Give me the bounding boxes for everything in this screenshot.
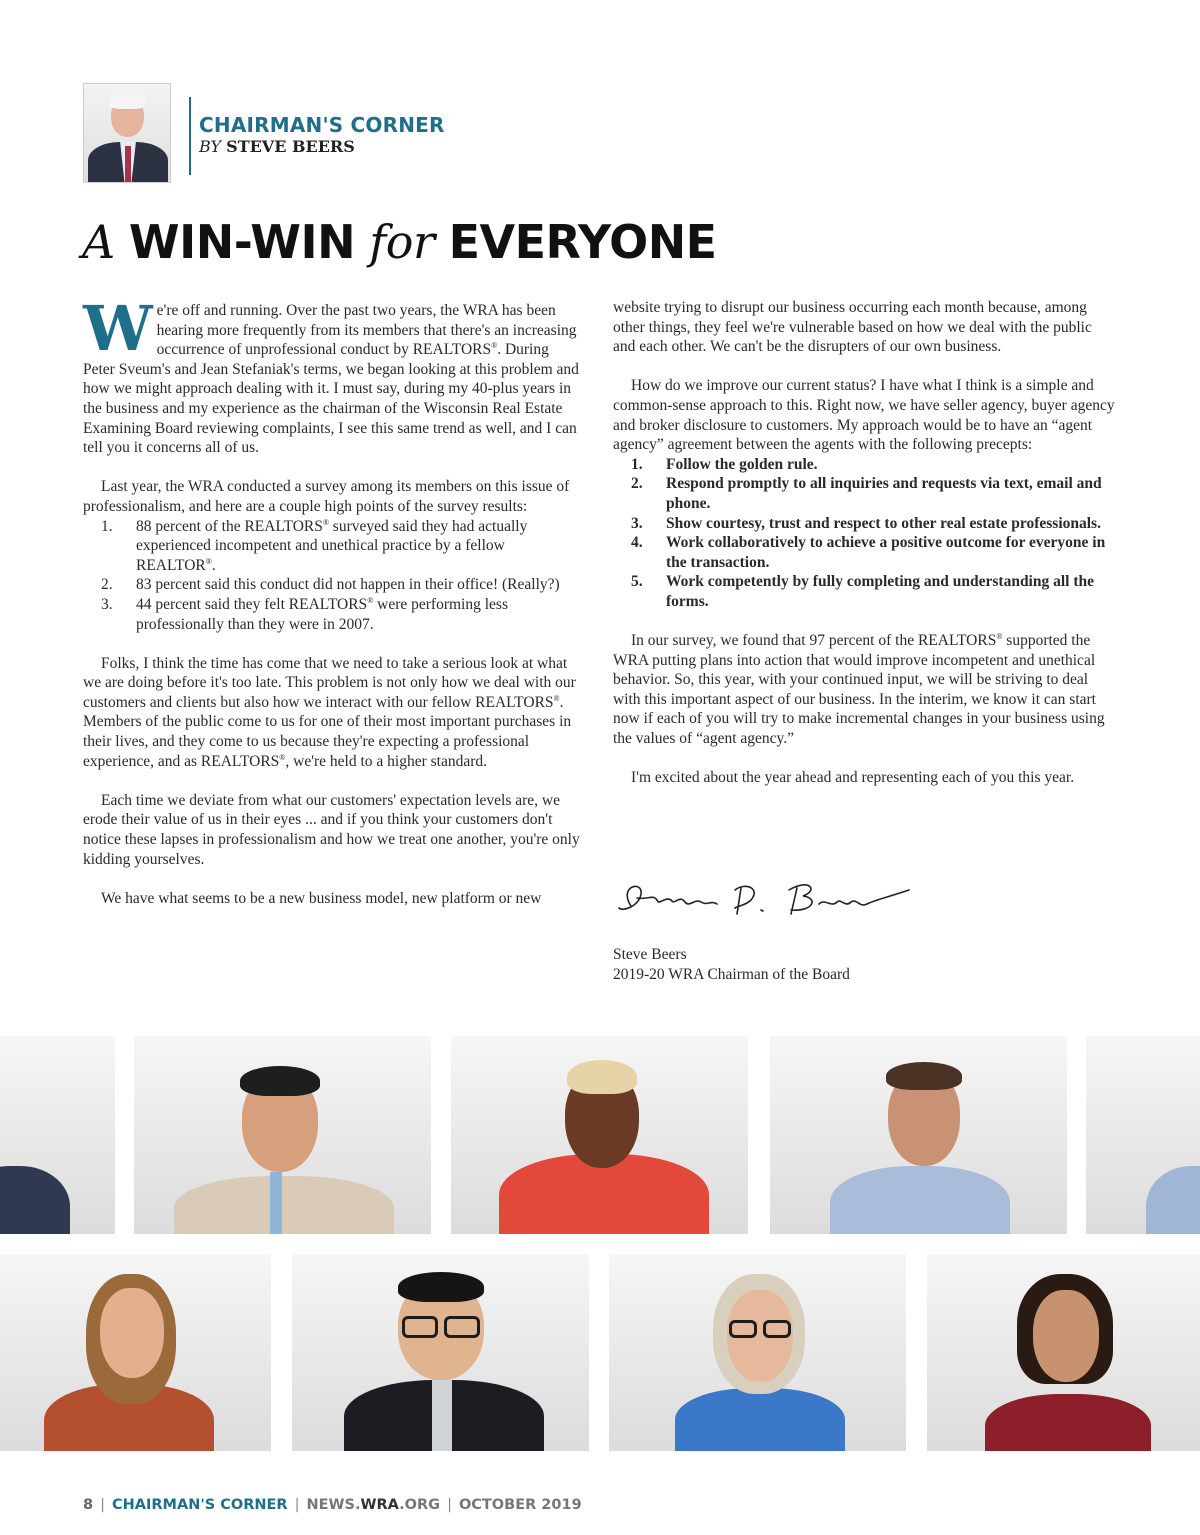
paragraph-3-text: . Members of the public come to us for one of their most important purchases in their lives, and they come to us because they're expecting a professional experience, and as REALTORS: [83, 693, 572, 770]
survey-item-text: surveyed said they had actually experienced incompetent and unethical practice by a fellow REALTOR: [136, 517, 528, 574]
portrait-photo: [927, 1254, 1200, 1451]
precept-number: 2.: [631, 475, 643, 493]
survey-item-number: 2.: [101, 576, 113, 594]
survey-item-text: 88 percent of the REALTORS: [136, 517, 323, 535]
precept-text: Work competently by fully completing and understanding all the forms.: [666, 573, 1095, 610]
paragraph-7-text: In our survey, we found that 97 percent of the REALTORS: [631, 632, 997, 650]
registered-mark: ®: [553, 693, 560, 703]
precept-item: [613, 474, 1118, 513]
dropcap: W: [83, 292, 153, 365]
portrait-photo: [451, 1036, 748, 1234]
precept-number: 3.: [631, 514, 643, 532]
registered-mark: ®: [996, 631, 1003, 641]
paragraph-5-continued: website trying to disrupt our business occurring each month because, among other things, they feel we're vulnerable based on how we deal with the public and each other. We can't be the disrupters of our own business.: [613, 299, 1092, 356]
paragraph-7-text: supported the WRA putting plans into action that would improve incompetent and unethical behavior. So, this year, with your continued input, we will be striving to deal with this important aspect of our business. In the interim, we know it can start now if each of you will try to make incremental changes in your business using the values of “agent agency.”: [613, 632, 1105, 748]
paragraph-3: [83, 654, 583, 772]
survey-list: [83, 517, 583, 635]
survey-item: [83, 595, 583, 634]
signer-name: Steve Beers: [613, 946, 687, 963]
author-headshot: [83, 83, 171, 183]
portrait-photo: [1086, 1036, 1200, 1234]
precept-item: [613, 533, 1118, 572]
portrait-photo: [134, 1036, 431, 1234]
headline-part-1: A: [82, 215, 115, 269]
article-column-right: [613, 298, 1118, 807]
byline-author: STEVE BEERS: [226, 137, 355, 156]
survey-item-number: 1.: [101, 517, 113, 535]
paragraph-7: [613, 631, 1118, 749]
precept-text: Work collaboratively to achieve a positive outcome for everyone in the transaction.: [666, 534, 1106, 571]
registered-mark: ®: [205, 556, 212, 566]
headshot-tie: [125, 146, 131, 183]
survey-item-text: 83 percent said this conduct did not happen in their office! (Really?): [136, 576, 560, 594]
paragraph-1-text: e're off and running. Over the past two years, the WRA has been hearing more frequently from its members that there's an increasing occurrence of unprofessional conduct by REALTORS: [156, 302, 577, 359]
precept-text: Follow the golden rule.: [666, 455, 818, 473]
precept-number: 5.: [631, 573, 643, 591]
footer-site-suffix: .ORG: [399, 1497, 441, 1513]
headshot-hair: [109, 93, 146, 109]
footer-site-brand: WRA: [360, 1497, 400, 1513]
page-footer: [83, 1497, 582, 1513]
registered-mark: ®: [279, 752, 286, 762]
precept-item: [613, 455, 1118, 475]
registered-mark: ®: [491, 341, 498, 351]
handwritten-signature: [613, 876, 913, 926]
headline-part-3: for: [369, 215, 435, 269]
byline-by: BY: [199, 137, 222, 156]
paragraph-3-text: , we're held to a higher standard.: [285, 752, 488, 770]
paragraph-2: Last year, the WRA conducted a survey among its members on this issue of professionalism, and here are a couple high points of the survey results:: [83, 478, 570, 515]
footer-separator: |: [294, 1497, 300, 1513]
precept-text: Show courtesy, trust and respect to other real estate professionals.: [666, 514, 1101, 532]
signer-title: 2019-20 WRA Chairman of the Board: [613, 966, 850, 983]
registered-mark: ®: [367, 595, 374, 605]
paragraph-1-text-b: . During Peter Sveum's and Jean Stefaniak's terms, we began looking at this problem and how we might approach dealing with it. I must say, during my 40-plus years in the business and my experience as the chairman of the Wisconsin Real Estate Examining Board reviewing complaints, I see this same trend as well, and I can tell you it concerns all of us.: [83, 341, 579, 457]
portrait-photo: [0, 1254, 271, 1451]
survey-item-text: .: [211, 556, 216, 574]
registered-mark: ®: [322, 517, 329, 527]
header-divider: [189, 97, 191, 175]
survey-item: [83, 517, 583, 576]
page-number: 8: [83, 1497, 94, 1513]
portrait-photo: [609, 1254, 906, 1451]
headline-part-4: EVERYONE: [448, 215, 717, 269]
survey-item-number: 3.: [101, 595, 113, 613]
footer-site-prefix: NEWS.: [306, 1497, 361, 1513]
footer-issue: OCTOBER 2019: [458, 1497, 582, 1513]
precepts-list: [613, 455, 1118, 612]
portrait-photo: [292, 1254, 589, 1451]
footer-section: CHAIRMAN'S CORNER: [111, 1497, 288, 1513]
precept-item: [613, 514, 1118, 534]
survey-item: [83, 575, 583, 595]
paragraph-6: How do we improve our current status? I have what I think is a simple and common-sense approach to this. Right now, we have seller agency, buyer agency and broker disclosure to customers. My approach would be to have an “agent agency” agreement between the agents with the following precepts:: [613, 377, 1115, 454]
article-column-left: [83, 292, 583, 928]
footer-separator: |: [100, 1497, 105, 1513]
footer-separator: |: [447, 1497, 452, 1513]
signer-block: [613, 945, 850, 985]
paragraph-8: I'm excited about the year ahead and representing each of you this year.: [631, 769, 1075, 787]
precept-number: 4.: [631, 534, 643, 552]
column-title: CHAIRMAN'S CORNER: [199, 113, 445, 137]
paragraph-4: Each time we deviate from what our customers' expectation levels are, we erode their value of us in their eyes ... and if you think your customers don't notice these lapses in professionalism and how we treat one another, you're only kidding yourselves.: [83, 791, 580, 868]
paragraph-1: [83, 292, 583, 458]
precept-item: [613, 572, 1118, 611]
page-title: [82, 215, 717, 269]
portrait-photo: [0, 1036, 115, 1234]
survey-item-text: 44 percent said they felt REALTORS: [136, 595, 368, 613]
paragraph-3-text: Folks, I think the time has come that we need to take a serious look at what we are doing before it's too late. This problem is not only how we deal with our customers and clients but also how we interact with our fellow REALTORS: [83, 654, 576, 711]
precept-number: 1.: [631, 455, 643, 473]
precept-text: Respond promptly to all inquiries and requests via text, email and phone.: [666, 475, 1102, 512]
byline: [199, 137, 355, 156]
headline-part-2: WIN-WIN: [128, 215, 356, 269]
paragraph-5-start: We have what seems to be a new business model, new platform or new: [101, 889, 542, 907]
survey-item-text: were performing less professionally than they were in 2007.: [136, 595, 508, 633]
portrait-photo: [770, 1036, 1067, 1234]
